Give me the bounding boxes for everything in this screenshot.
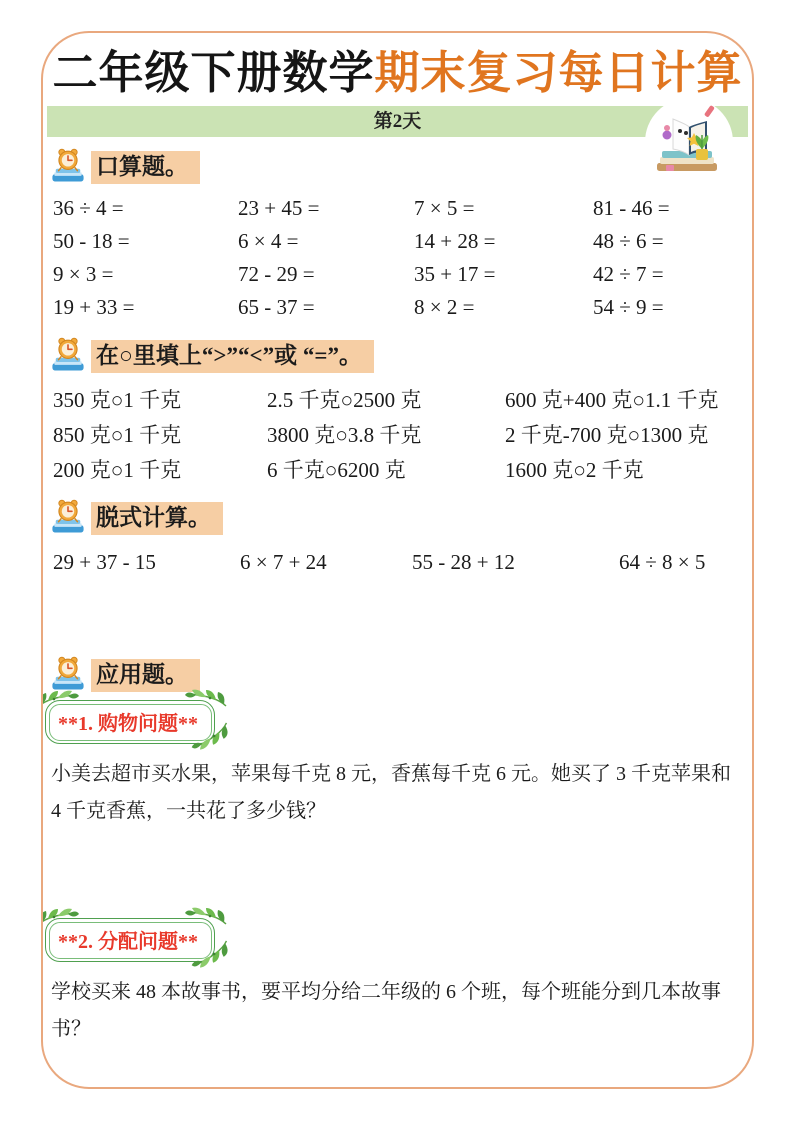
alarm-clock-on-book-icon [51,336,85,373]
alarm-clock-on-book-icon [51,498,85,535]
applied-problem-text-2: 学校买来 48 本故事书，要平均分给二年级的 6 个班，每个班能分到几本故事书？ [51,981,721,1040]
vine-leaves-icon [184,686,230,712]
vine-leaves-icon [41,905,80,931]
day-banner-label: 第2天 [373,111,422,132]
compare-problems-grid [53,381,752,486]
oral-problem: 54 ÷ 9 = [593,295,664,319]
compare-problem: 1600 克○2 千克 [505,457,644,482]
day-banner [47,106,748,137]
stepwise-problem: 29 + 37 - 15 [53,549,156,574]
oral-problem: 36 ÷ 4 = [53,196,124,220]
oral-problem: 6 × 4 = [238,229,299,253]
section-header-applied [51,655,752,692]
oral-problem: 42 ÷ 7 = [593,262,664,286]
applied-problem-text-1: 小美去超市买水果，苹果每千克 8 元，香蕉每千克 6 元。她买了 3 千克苹果和 4 千克香蕉，一共花了多少钱？ [51,763,731,822]
section-header-stepwise [51,498,752,535]
oral-problem: 72 - 29 = [238,262,315,286]
worksheet-page [41,31,754,1089]
work-space [43,830,752,910]
oral-problem: 50 - 18 = [53,229,130,253]
section-title-stepwise: 脱式计算。 [91,502,223,535]
problem-label-box-2 [45,918,215,962]
stepwise-problem: 55 - 28 + 12 [412,549,515,574]
stepwise-problem: 6 × 7 + 24 [240,549,327,574]
oral-problem: 14 + 28 = [414,229,496,253]
oral-problem: 8 × 2 = [414,295,475,319]
compare-problem: 600 克+400 克○1.1 千克 [505,387,719,412]
oral-problem: 48 ÷ 6 = [593,229,664,253]
page-title-orange: 期末复习每日计算 [374,48,743,98]
stepwise-problem: 64 ÷ 8 × 5 [619,549,706,574]
compare-problem: 2.5 千克○2500 克 [267,387,422,412]
compare-problem: 3800 克○3.8 千克 [267,422,422,447]
section-header-compare [51,336,752,373]
problem-label-box-1 [45,700,215,744]
compare-problem: 350 克○1 千克 [53,387,182,412]
page-title [43,47,752,99]
oral-problem: 19 + 33 = [53,295,135,319]
compare-problem: 6 千克○6200 克 [267,457,406,482]
oral-problem: 9 × 3 = [53,262,114,286]
vine-leaves-icon [184,904,230,930]
problem-label-1: **1. 购物问题** [58,713,198,735]
section-title-applied: 应用题。 [91,659,200,692]
oral-problem: 65 - 37 = [238,295,315,319]
oral-problem: 23 + 45 = [238,196,320,220]
compare-problem: 200 克○1 千克 [53,457,182,482]
compare-problem: 850 克○1 千克 [53,422,182,447]
page-title-black: 二年级下册数学 [52,48,375,98]
oral-problems-grid [53,192,752,324]
oral-problem: 35 + 17 = [414,262,496,286]
oral-problem: 7 × 5 = [414,196,475,220]
books-plant-sticker-icon [644,97,734,187]
work-space [43,577,752,643]
problem-label-2: **2. 分配问题** [58,931,198,953]
compare-problem: 2 千克-700 克○1300 克 [505,422,709,447]
section-title-compare: 在○里填上“>”“<”或 “=”。 [91,340,374,373]
section-title-oral: 口算题。 [91,151,200,184]
alarm-clock-on-book-icon [51,147,85,184]
stepwise-problems-row [53,547,752,577]
vine-leaves-icon [41,687,80,713]
oral-problem: 81 - 46 = [593,196,670,220]
